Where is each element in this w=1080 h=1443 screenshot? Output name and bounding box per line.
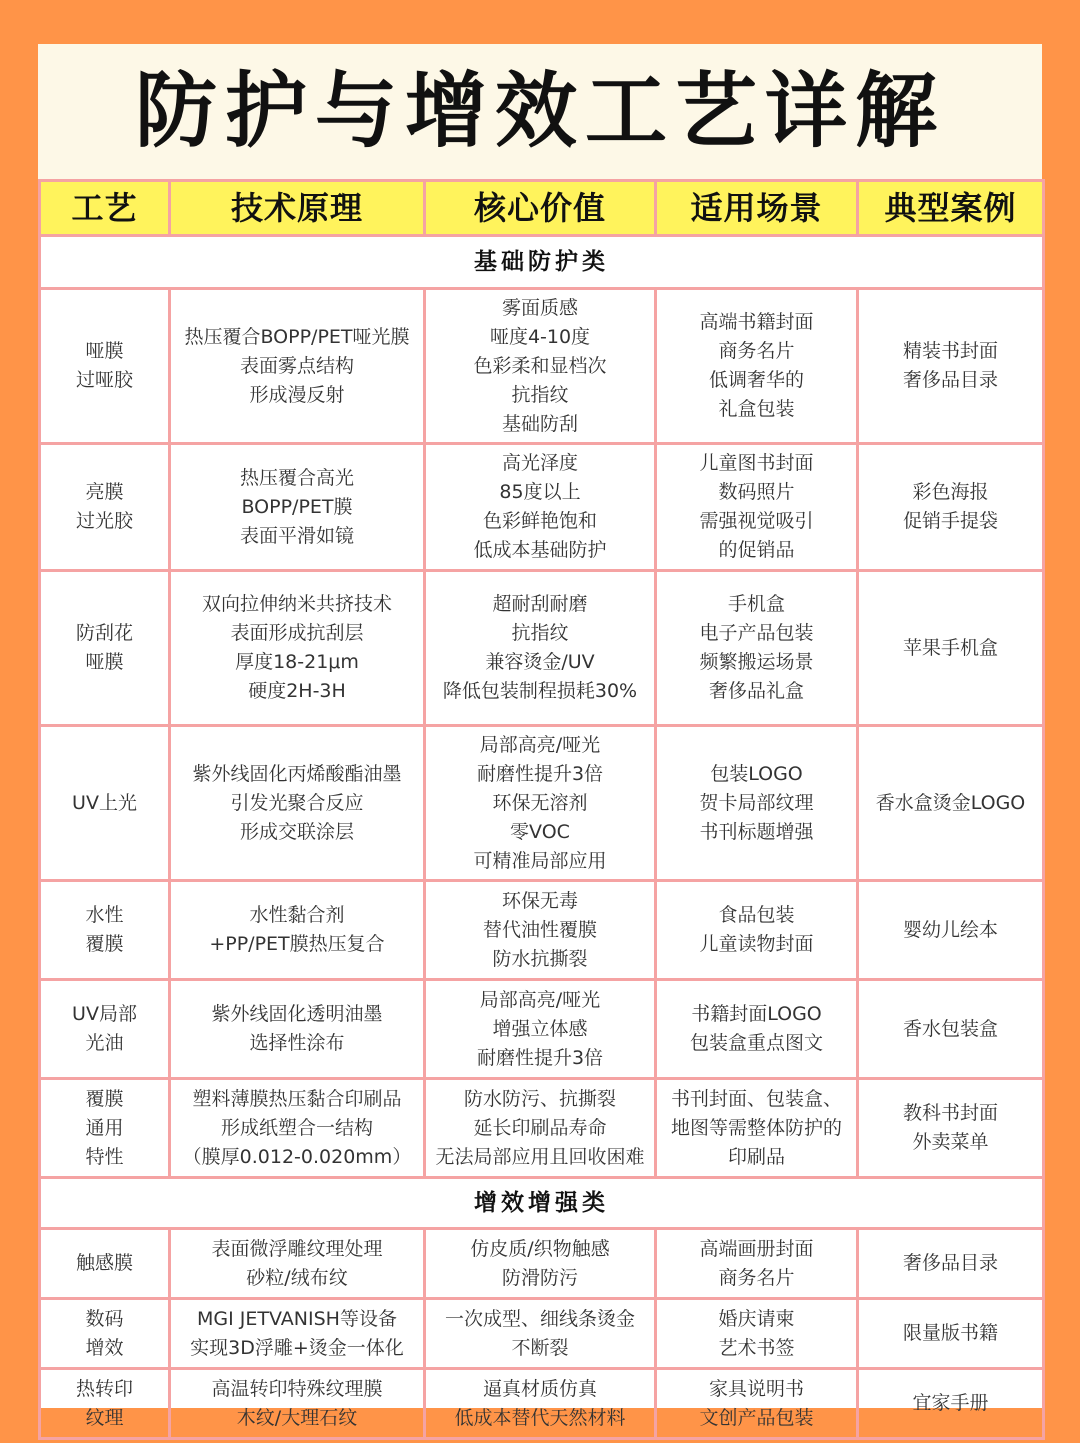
table-row: [40, 444, 1044, 571]
cell-text: 环保无毒: [501, 889, 578, 912]
cell-text: 逼真材质仿真: [482, 1377, 597, 1400]
cell-text: 表面雾点结构: [239, 354, 354, 377]
cell-text: 哑膜: [85, 340, 124, 362]
cell-text: 书刊标题增强: [699, 820, 814, 843]
cell-text: 过光胶: [75, 510, 133, 532]
cell-scene: [656, 980, 858, 1079]
cell-principle: [170, 881, 425, 980]
cell-text: 紫外线固化透明油墨: [211, 1003, 383, 1025]
cell-text: 延长印刷品寿命: [473, 1116, 607, 1139]
cell-scene: [656, 571, 858, 726]
cell-text: 低成本替代天然材料: [454, 1406, 626, 1429]
cell-text: 频繁搬运场景: [699, 651, 814, 673]
cell-text: 防水防污、抗撕裂: [463, 1087, 616, 1110]
cell-principle: [170, 726, 425, 881]
cell-text: 形成漫反射: [249, 383, 345, 406]
cell-text: 书刊封面、包装盒、: [670, 1087, 842, 1110]
cell-value: [425, 980, 656, 1079]
section-row: [40, 236, 1044, 289]
craft-table: [38, 179, 1045, 1440]
cell-text: 高端画册封面: [699, 1237, 814, 1260]
cell-text: 木纹/大理石纹: [236, 1406, 358, 1429]
table-row: [40, 881, 1044, 980]
cell-text: 水性: [85, 904, 124, 926]
cell-text: 85度以上: [499, 481, 581, 503]
cell-text: 亮膜: [85, 481, 124, 503]
cell-text: 促销手提袋: [902, 510, 998, 532]
cell-scene: [656, 1369, 858, 1439]
cell-case: [858, 1079, 1044, 1178]
cell-text: 手机盒: [727, 593, 785, 615]
cell-text: 苹果手机盒: [902, 636, 998, 659]
cell-case: [858, 980, 1044, 1079]
cell-text: 耐磨性提升3倍: [476, 762, 604, 785]
cell-text: 纹理: [85, 1406, 124, 1429]
table-row: [40, 726, 1044, 881]
cell-case: [858, 444, 1044, 571]
cell-text: 高光泽度: [501, 452, 578, 474]
section-row: [40, 1178, 1044, 1229]
header-value: 核心价值: [425, 181, 656, 236]
cell-text: 婚庆请柬: [718, 1307, 795, 1330]
cell-text: 礼盒包装: [718, 398, 795, 420]
cell-text: 需强视觉吸引: [699, 510, 814, 532]
cell-text: 商务名片: [718, 340, 795, 362]
cell-text: 可精准局部应用: [473, 849, 607, 872]
cell-text: 抗指纹: [511, 383, 569, 406]
cell-text: 低成本基础防护: [473, 539, 607, 561]
cell-text: 环保无溶剂: [492, 791, 588, 814]
cell-text: 奢侈品目录: [902, 369, 998, 391]
cell-text: 的促销品: [718, 539, 795, 561]
cell-text: 抗指纹: [511, 622, 569, 644]
cell-text: +PP/PET膜热压复合: [209, 933, 385, 955]
cell-text: 过哑胶: [75, 369, 133, 391]
cell-scene: [656, 881, 858, 980]
cell-text: 局部高亮/哑光: [479, 733, 601, 756]
cell-case: [858, 571, 1044, 726]
cell-text: 家具说明书: [708, 1377, 804, 1400]
cell-text: 高温转印特殊纹理膜: [211, 1377, 383, 1400]
cell-case: [858, 1299, 1044, 1369]
cell-text: 砂粒/绒布纹: [246, 1266, 348, 1289]
cell-value: [425, 1079, 656, 1178]
cell-text: 电子产品包装: [699, 622, 814, 644]
cell-text: 彩色海报: [912, 481, 989, 503]
cell-case: [858, 289, 1044, 444]
cell-text: 形成交联涂层: [239, 820, 354, 843]
cell-craft: [40, 1079, 170, 1178]
cell-principle: [170, 571, 425, 726]
cell-case: [858, 726, 1044, 881]
cell-craft: [40, 881, 170, 980]
cell-text: 紫外线固化丙烯酸酯油墨: [192, 762, 402, 785]
cell-craft: [40, 980, 170, 1079]
cell-text: 覆膜: [85, 1087, 124, 1110]
cell-scene: [656, 289, 858, 444]
header-principle: 技术原理: [170, 181, 425, 236]
cell-text: 儿童读物封面: [699, 933, 814, 955]
cell-value: [425, 571, 656, 726]
cell-text: 降低包装制程损耗30%: [442, 680, 638, 702]
cell-text: 覆膜: [85, 933, 124, 955]
table-row: [40, 289, 1044, 444]
cell-value: [425, 726, 656, 881]
cell-text: 包装盒重点图文: [689, 1032, 823, 1054]
cell-text: 防水抗撕裂: [492, 947, 588, 970]
cell-text: 食品包装: [718, 904, 795, 926]
cell-text: 兼容烫金/UV: [485, 651, 595, 673]
cell-text: 触感膜: [75, 1252, 133, 1274]
cell-text: 硬度2H-3H: [248, 680, 346, 702]
cell-craft: [40, 1299, 170, 1369]
cell-text: 光油: [85, 1032, 124, 1054]
cell-text: 基础防刮: [501, 412, 578, 435]
header-craft: 工艺: [40, 181, 170, 236]
cell-text: 书籍封面LOGO: [691, 1003, 822, 1025]
cell-value: [425, 881, 656, 980]
cell-craft: [40, 726, 170, 881]
cell-text: 耐磨性提升3倍: [476, 1046, 604, 1069]
cell-principle: [170, 1299, 425, 1369]
cell-text: 不断裂: [511, 1336, 569, 1359]
cell-text: 双向拉伸纳米共挤技术: [201, 593, 392, 615]
cell-principle: [170, 289, 425, 444]
cell-text: 仿皮质/织物触感: [470, 1237, 610, 1260]
cell-text: 水性黏合剂: [249, 904, 345, 926]
cell-text: 增强立体感: [492, 1017, 588, 1040]
cell-value: [425, 444, 656, 571]
cell-text: 奢侈品目录: [902, 1252, 998, 1274]
cell-scene: [656, 1229, 858, 1299]
cell-case: [858, 1369, 1044, 1439]
cell-text: UV上光: [72, 791, 137, 814]
cell-text: MGI JETVANISH等设备: [197, 1307, 397, 1330]
cell-craft: [40, 1229, 170, 1299]
header-case: 典型案例: [858, 181, 1044, 236]
cell-text: 雾面质感: [501, 296, 578, 319]
cell-text: 文创产品包装: [699, 1406, 814, 1429]
cell-principle: [170, 1369, 425, 1439]
cell-craft: [40, 571, 170, 726]
cell-text: UV局部: [72, 1003, 137, 1025]
cell-text: 外卖菜单: [912, 1131, 989, 1153]
cell-scene: [656, 726, 858, 881]
cell-craft: [40, 289, 170, 444]
cell-text: 儿童图书封面: [699, 452, 814, 474]
cell-text: 精装书封面: [902, 340, 998, 362]
cell-text: 表面平滑如镜: [239, 524, 354, 547]
header-scene: 适用场景: [656, 181, 858, 236]
cell-value: [425, 1299, 656, 1369]
cell-text: （膜厚0.012-0.020mm）: [182, 1145, 412, 1168]
cell-case: [858, 1229, 1044, 1299]
cell-craft: [40, 444, 170, 571]
cell-principle: [170, 980, 425, 1079]
cell-scene: [656, 444, 858, 571]
cell-text: 贺卡局部纹理: [699, 791, 814, 814]
table-row: [40, 1079, 1044, 1178]
cell-text: 艺术书签: [718, 1336, 795, 1359]
page-title: 防护与增效工艺详解: [134, 63, 945, 159]
cell-text: 一次成型、细线条烫金: [444, 1307, 635, 1330]
cell-craft: [40, 1369, 170, 1439]
cell-text: BOPP/PET膜: [241, 495, 353, 518]
cell-text: 零VOC: [510, 820, 570, 843]
cell-text: 无法局部应用且回收困难: [435, 1145, 645, 1168]
cell-text: 选择性涂布: [249, 1032, 345, 1054]
cell-case: [858, 881, 1044, 980]
cell-scene: [656, 1299, 858, 1369]
cell-text: 通用: [85, 1116, 124, 1139]
cell-text: 防刮花: [75, 622, 133, 644]
cell-text: 厚度18-21μm: [235, 651, 359, 673]
cell-text: 婴幼儿绘本: [902, 918, 998, 941]
table-row: [40, 980, 1044, 1079]
cell-text: 实现3D浮雕+烫金一体化: [190, 1336, 404, 1359]
cell-text: 哑度4-10度: [489, 325, 591, 348]
cell-text: 数码照片: [718, 481, 795, 503]
header-row: [40, 181, 1044, 236]
cell-principle: [170, 1229, 425, 1299]
cell-text: 高端书籍封面: [699, 311, 814, 333]
cell-text: 热转印: [75, 1377, 133, 1400]
cell-value: [425, 1369, 656, 1439]
cell-scene: [656, 1079, 858, 1178]
content-card: [38, 44, 1042, 1429]
cell-text: 奢侈品礼盒: [708, 680, 804, 702]
table-body: [40, 236, 1044, 1439]
table-row: [40, 571, 1044, 726]
cell-text: 热压覆合BOPP/PET哑光膜: [184, 325, 410, 348]
cell-text: 超耐刮耐磨: [492, 593, 588, 615]
cell-text: 地图等需整体防护的: [670, 1116, 842, 1139]
cell-text: 增效: [85, 1336, 124, 1359]
cell-text: 引发光聚合反应: [230, 791, 364, 814]
cell-text: 香水盒烫金LOGO: [875, 791, 1026, 814]
cell-text: 印刷品: [727, 1145, 785, 1168]
cell-principle: [170, 1079, 425, 1178]
title-banner: [38, 44, 1042, 179]
cell-text: 防滑防污: [501, 1266, 578, 1289]
cell-text: 哑膜: [85, 651, 124, 673]
cell-text: 局部高亮/哑光: [479, 988, 601, 1011]
cell-text: 热压覆合高光: [239, 466, 354, 489]
cell-text: 商务名片: [718, 1266, 795, 1289]
cell-principle: [170, 444, 425, 571]
cell-text: 色彩鲜艳饱和: [482, 510, 597, 532]
table-row: [40, 1229, 1044, 1299]
cell-text: 特性: [85, 1145, 124, 1168]
cell-text: 香水包装盒: [902, 1017, 998, 1040]
cell-text: 替代油性覆膜: [482, 918, 597, 941]
cell-text: 低调奢华的: [708, 369, 804, 391]
table-row: [40, 1369, 1044, 1439]
cell-text: 表面形成抗刮层: [230, 622, 364, 644]
cell-text: 限量版书籍: [902, 1322, 998, 1344]
cell-text: 数码: [85, 1307, 124, 1330]
cell-text: 包装LOGO: [710, 762, 803, 785]
table-row: [40, 1299, 1044, 1369]
section-title: 基础防护类: [40, 236, 1044, 289]
cell-text: 表面微浮雕纹理处理: [211, 1237, 383, 1260]
cell-text: 宜家手册: [912, 1392, 989, 1414]
cell-value: [425, 1229, 656, 1299]
section-title: 增效增强类: [40, 1178, 1044, 1229]
cell-text: 塑料薄膜热压黏合印刷品: [192, 1087, 402, 1110]
cell-text: 色彩柔和显档次: [473, 354, 607, 377]
cell-text: 教科书封面: [902, 1102, 998, 1124]
cell-text: 形成纸塑合一结构: [220, 1116, 373, 1139]
cell-value: [425, 289, 656, 444]
